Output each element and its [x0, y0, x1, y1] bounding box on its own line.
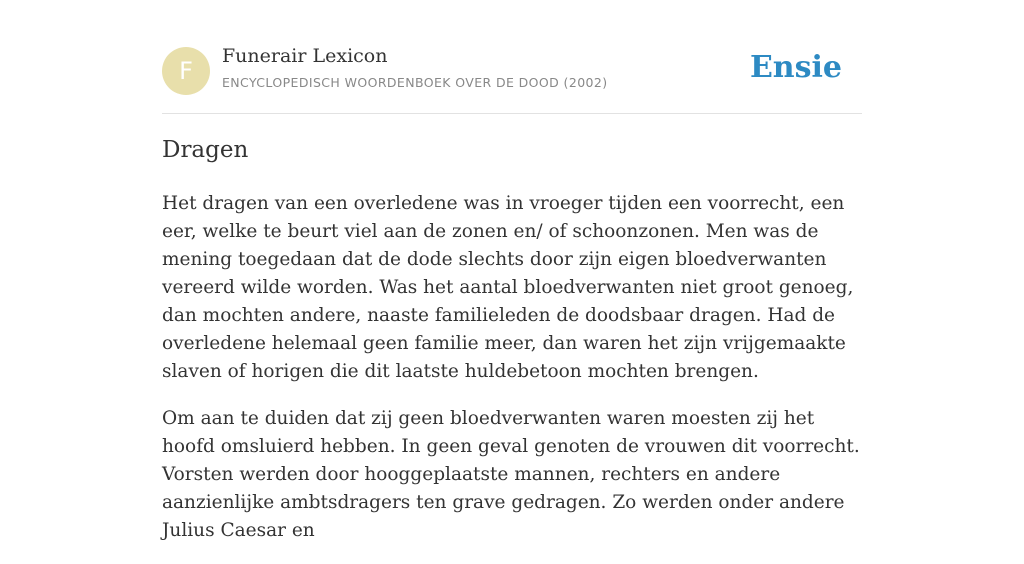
header: [162, 44, 862, 114]
source-subtitle: ENCYCLOPEDISCH WOORDENBOEK OVER DE DOOD (2002): [222, 75, 608, 90]
source-avatar[interactable]: F: [162, 47, 210, 95]
entry-body: [162, 190, 862, 564]
entry-paragraph: Om aan te duiden dat zij geen bloedverwanten waren moesten zij het hoofd omsluierd hebben. In geen geval genoten de vrouwen dit voorrecht. Vorsten werden door hooggeplaatste mannen, rechters en andere aanzienlijke ambtsdragers ten grave gedragen. Zo werden onder andere Julius Caesar en: [162, 408, 860, 541]
source-title[interactable]: Funerair Lexicon: [222, 45, 388, 67]
entry-paragraph: Het dragen van een overledene was in vroeger tijden een voorrecht, een eer, welke te beurt viel aan de zonen en/ of schoonzonen. Men was de mening toegedaan dat de dode slechts door zijn eigen bloedverwanten vereerd wilde worden. Was het aantal bloedverwanten niet groot genoeg, dan mochten andere, naaste familieleden de doodsbaar dragen. Had de overledene helemaal geen familie meer, dan waren het zijn vrijgemaakte slaven of horigen die dit laatste huldebetoon mochten brengen.: [162, 193, 854, 382]
entry-title: Dragen: [162, 137, 249, 163]
ensie-logo[interactable]: Ensie: [749, 50, 842, 85]
